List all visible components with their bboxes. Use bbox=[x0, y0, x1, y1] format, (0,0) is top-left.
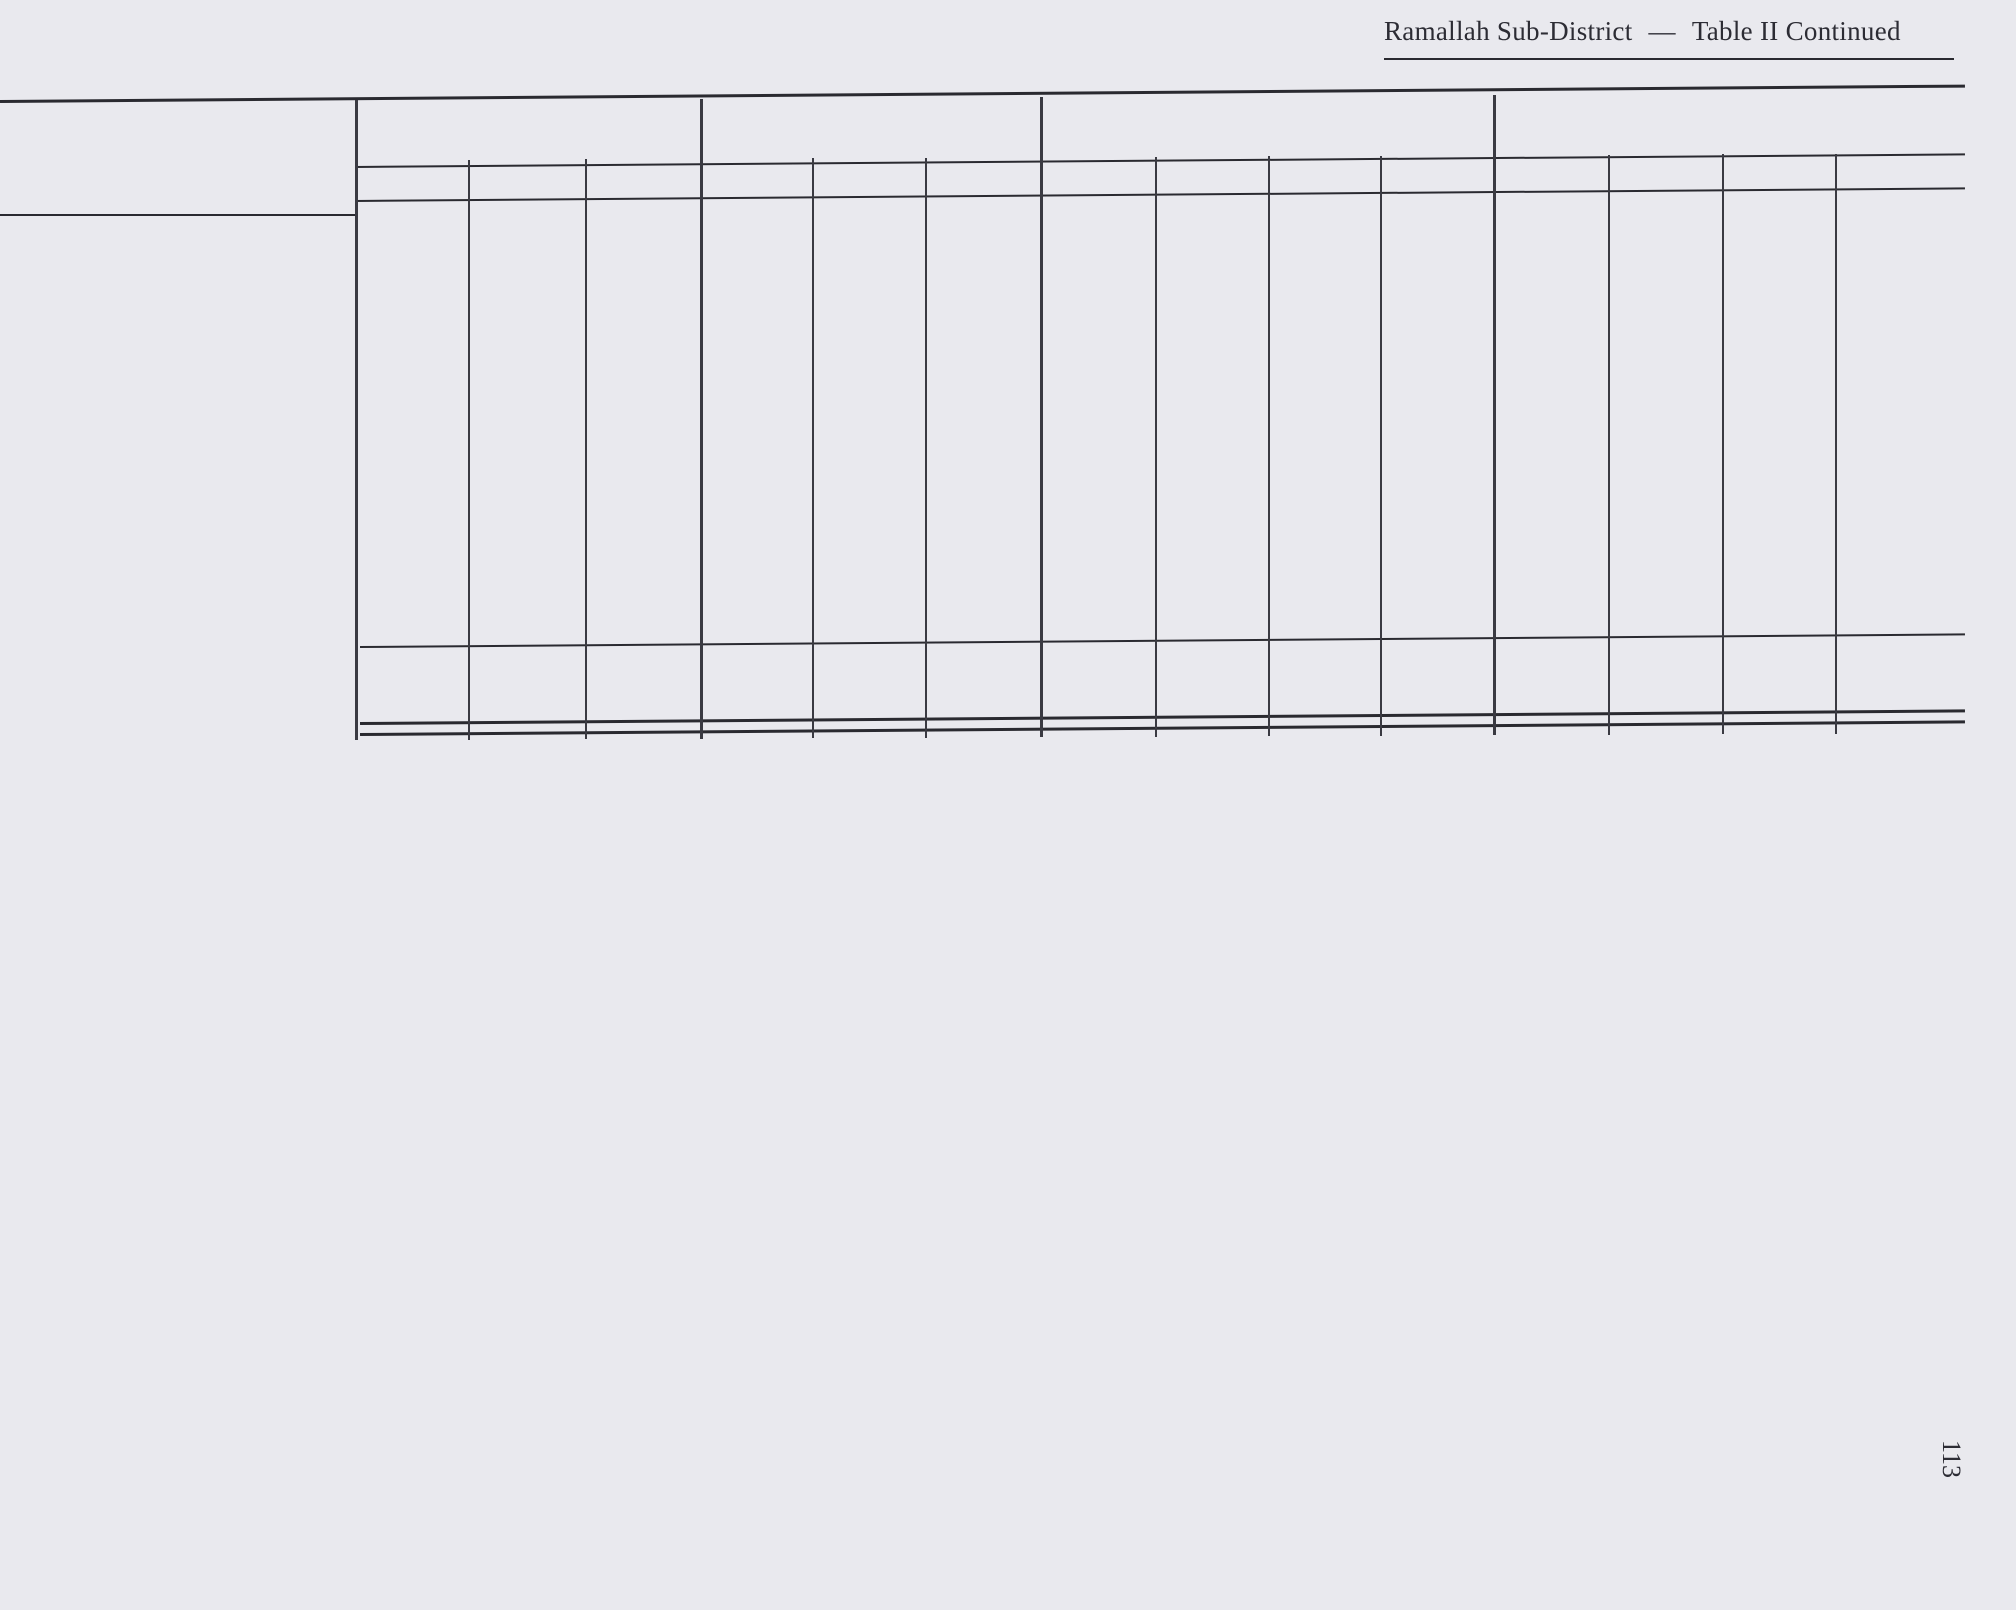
running-header-left: Ramallah Sub-District bbox=[1384, 16, 1633, 46]
stub-rule bbox=[0, 214, 355, 216]
header-rule-top bbox=[1384, 58, 1954, 60]
column-divider bbox=[1493, 95, 1496, 735]
column-divider bbox=[1155, 157, 1157, 737]
column-divider bbox=[1835, 154, 1837, 734]
totals-rule bbox=[360, 633, 1965, 648]
column-divider bbox=[1380, 156, 1382, 736]
running-header-separator: — bbox=[1648, 16, 1676, 46]
running-header bbox=[1384, 16, 1901, 47]
page-number: 113 bbox=[1937, 1440, 1966, 1479]
column-divider bbox=[355, 100, 358, 740]
top-rule bbox=[0, 85, 1965, 103]
column-divider bbox=[700, 99, 703, 739]
column-divider bbox=[1608, 155, 1610, 735]
column-divider bbox=[1722, 154, 1724, 734]
column-divider bbox=[1268, 156, 1270, 736]
column-divider bbox=[585, 159, 587, 739]
column-divider bbox=[1040, 97, 1043, 737]
running-header-right: Table II Continued bbox=[1691, 16, 1901, 46]
column-divider bbox=[925, 158, 927, 738]
column-divider bbox=[812, 158, 814, 738]
column-divider bbox=[468, 160, 470, 740]
